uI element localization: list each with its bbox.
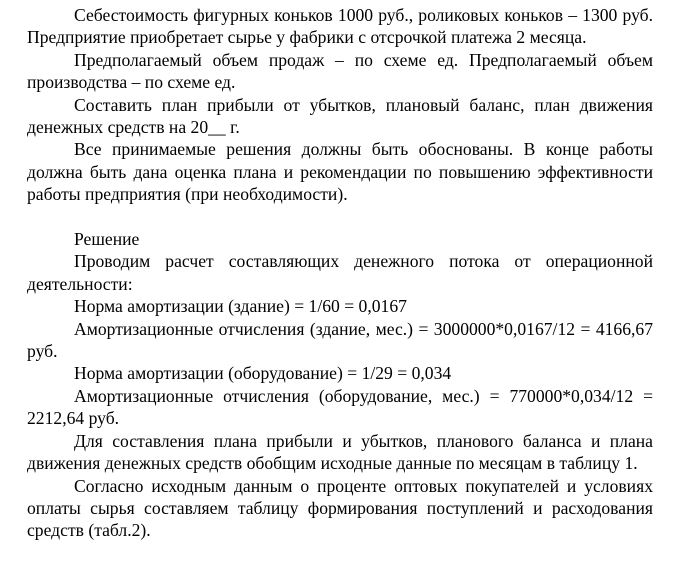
formula-depreciation-rate-equipment: Норма амортизации (оборудование) = 1/29 = 0,034	[74, 363, 452, 384]
paragraph-table2-intro: Согласно исходным данным о проценте оптовых покупателей и условиях оплаты сырья составляем таблицу формирования поступлений и расходования средств (табл.2).	[27, 475, 653, 541]
formula-depreciation-building: Амортизационные отчисления (здание, мес.) = 3000000*0,0167/12 = 4166,67 руб.	[27, 318, 653, 362]
paragraph-task: Составить план прибыли от убытков, плановый баланс, план движения денежных средств на 20__ г.	[27, 94, 653, 138]
paragraph-cashflow-intro: Проводим расчет составляющих денежного потока от операционной деятельности:	[27, 251, 653, 294]
paragraph-volume: Предполагаемый объем продаж – по схеме ед. Предполагаемый объем производства – по схеме ед.	[27, 49, 653, 93]
formula-depreciation-rate-building: Норма амортизации (здание) = 1/60 = 0,0167	[74, 296, 407, 317]
document-page	[27, 0, 653, 542]
paragraph-requirements: Все принимаемые решения должны быть обоснованы. В конце работы должна быть дана оценка плана и рекомендации по повышению эффективности работы предприятия (при необходимости).	[27, 139, 653, 205]
paragraph-cost: Себестоимость фигурных коньков 1000 руб., роликовых коньков – 1300 руб. Предприятие приобретает сырье у фабрики с отсрочкой платежа 2 месяца.	[27, 5, 653, 48]
paragraph-table1-intro: Для составления плана прибыли и убытков, планового баланса и плана движения денежных средств обобщим исходные данные по месяцам в таблицу 1.	[27, 430, 653, 474]
formula-depreciation-equipment: Амортизационные отчисления (оборудование, мес.) = 770000*0,034/12 = 2212,64 руб.	[27, 385, 653, 429]
paragraph-gap	[27, 206, 653, 228]
solution-heading: Решение	[74, 229, 140, 250]
